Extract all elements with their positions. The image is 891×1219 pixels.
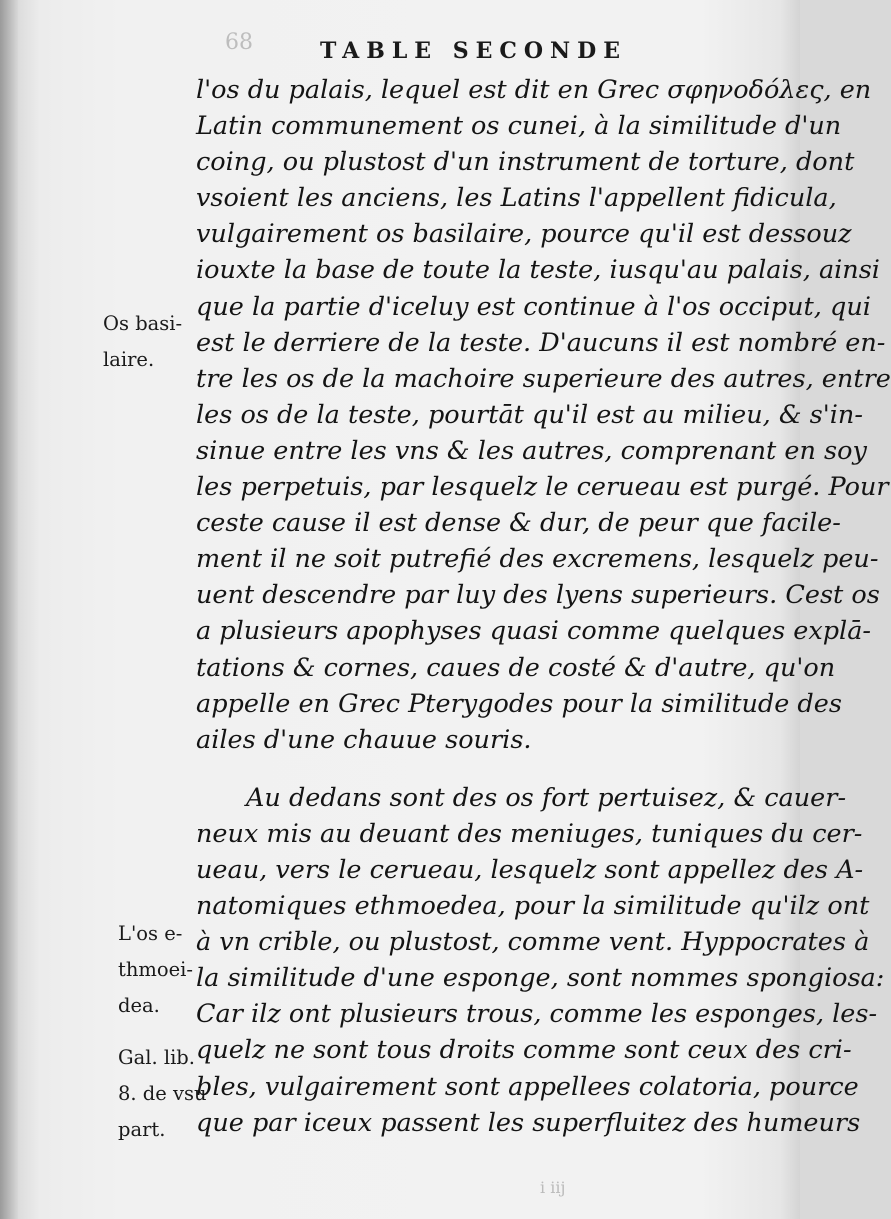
text-line: vsoient les anciens, les Latins l'appellent fidicula,	[196, 183, 837, 214]
page-gutter-shadow	[0, 0, 18, 1219]
text-line: la similitude d'une esponge, sont nommes spongiosa:	[196, 963, 885, 994]
main-text-block	[196, 72, 891, 1141]
text-line: natomiques ethmoedea, pour la similitude qu'ilz ont	[196, 891, 870, 922]
margin-note-line: part.	[118, 1118, 166, 1141]
text-line: sinue entre les vns & les autres, comprenant en soy	[196, 435, 867, 466]
text-line: à vn crible, ou plustost, comme vent. Hyppocrates à	[196, 927, 870, 958]
text-line: ueau, vers le cerueau, lesquelz sont appellez des A-	[196, 854, 864, 885]
margin-note-line: 8. de vsu	[118, 1082, 207, 1105]
margin-note-line: dea.	[118, 994, 160, 1017]
margin-note-line: laire.	[103, 348, 155, 371]
text-line: vulgairement os basilaire, pource qu'il est dessouz	[196, 219, 852, 250]
text-line: tations & cornes, caues de costé & d'autre, qu'on	[196, 652, 836, 683]
text-line: Au dedans sont des os fort pertuisez, & cauer-	[246, 782, 847, 813]
margin-note-line: Gal. lib.	[118, 1046, 195, 1069]
margin-note-line: thmoei-	[118, 958, 193, 981]
text-line: est le derriere de la teste. D'aucuns il est nombré en-	[196, 327, 886, 358]
running-title: TABLE SECONDE	[320, 38, 628, 64]
paragraph-gap	[196, 758, 796, 780]
text-line: Latin communement os cunei, à la similitude d'un	[196, 111, 842, 142]
paragraph-2	[196, 780, 885, 1141]
margin-note-line: Os basi-	[103, 312, 183, 335]
text-line: neux mis au deuant des meniuges, tuniques du cer-	[196, 818, 863, 849]
text-line: tre les os de la machoire superieure des autres, entre	[196, 363, 891, 394]
text-line: appelle en Grec Pterygodes pour la similitude des	[196, 688, 842, 719]
folio-number-bleed: 68	[225, 30, 253, 55]
text-line: l'os du palais, lequel est dit en Grec σφηνοδόλες, en	[196, 75, 872, 105]
signature-mark: i iij	[540, 1178, 566, 1197]
text-line: a plusieurs apophyses quasi comme quelques explā-	[196, 616, 872, 647]
text-line: Car ilz ont plusieurs trous, comme les esponges, les-	[196, 999, 878, 1030]
paragraph-1	[196, 72, 891, 758]
text-line: ment il ne soit putrefié des excremens, lesquelz peu-	[196, 544, 879, 575]
text-line: les os de la teste, pourtāt qu'il est au milieu, & s'in-	[196, 399, 863, 430]
text-line: que par iceux passent les superfluitez des humeurs	[196, 1107, 861, 1138]
margin-note-line: L'os e-	[118, 922, 183, 945]
text-line: que la partie d'iceluy est continue à l'os occiput, qui	[196, 291, 871, 322]
text-line: uent descendre par luy des lyens superieurs. Cest os	[196, 580, 880, 611]
text-line: bles, vulgairement sont appellees colatoria, pource	[196, 1071, 859, 1102]
text-line: iouxte la base de toute la teste, iusqu'au palais, ainsi	[196, 255, 880, 286]
text-line: ceste cause il est dense & dur, de peur que facile-	[196, 508, 841, 539]
margin-note-os-basilaire	[103, 306, 199, 378]
text-line: ailes d'une chauue souris.	[196, 724, 532, 755]
text-line: quelz ne sont tous droits comme sont ceux des cri-	[196, 1035, 852, 1066]
text-line: les perpetuis, par lesquelz le cerueau est purgé. Pour	[196, 472, 889, 503]
text-line: coing, ou plustost d'un instrument de torture, dont	[196, 147, 855, 178]
